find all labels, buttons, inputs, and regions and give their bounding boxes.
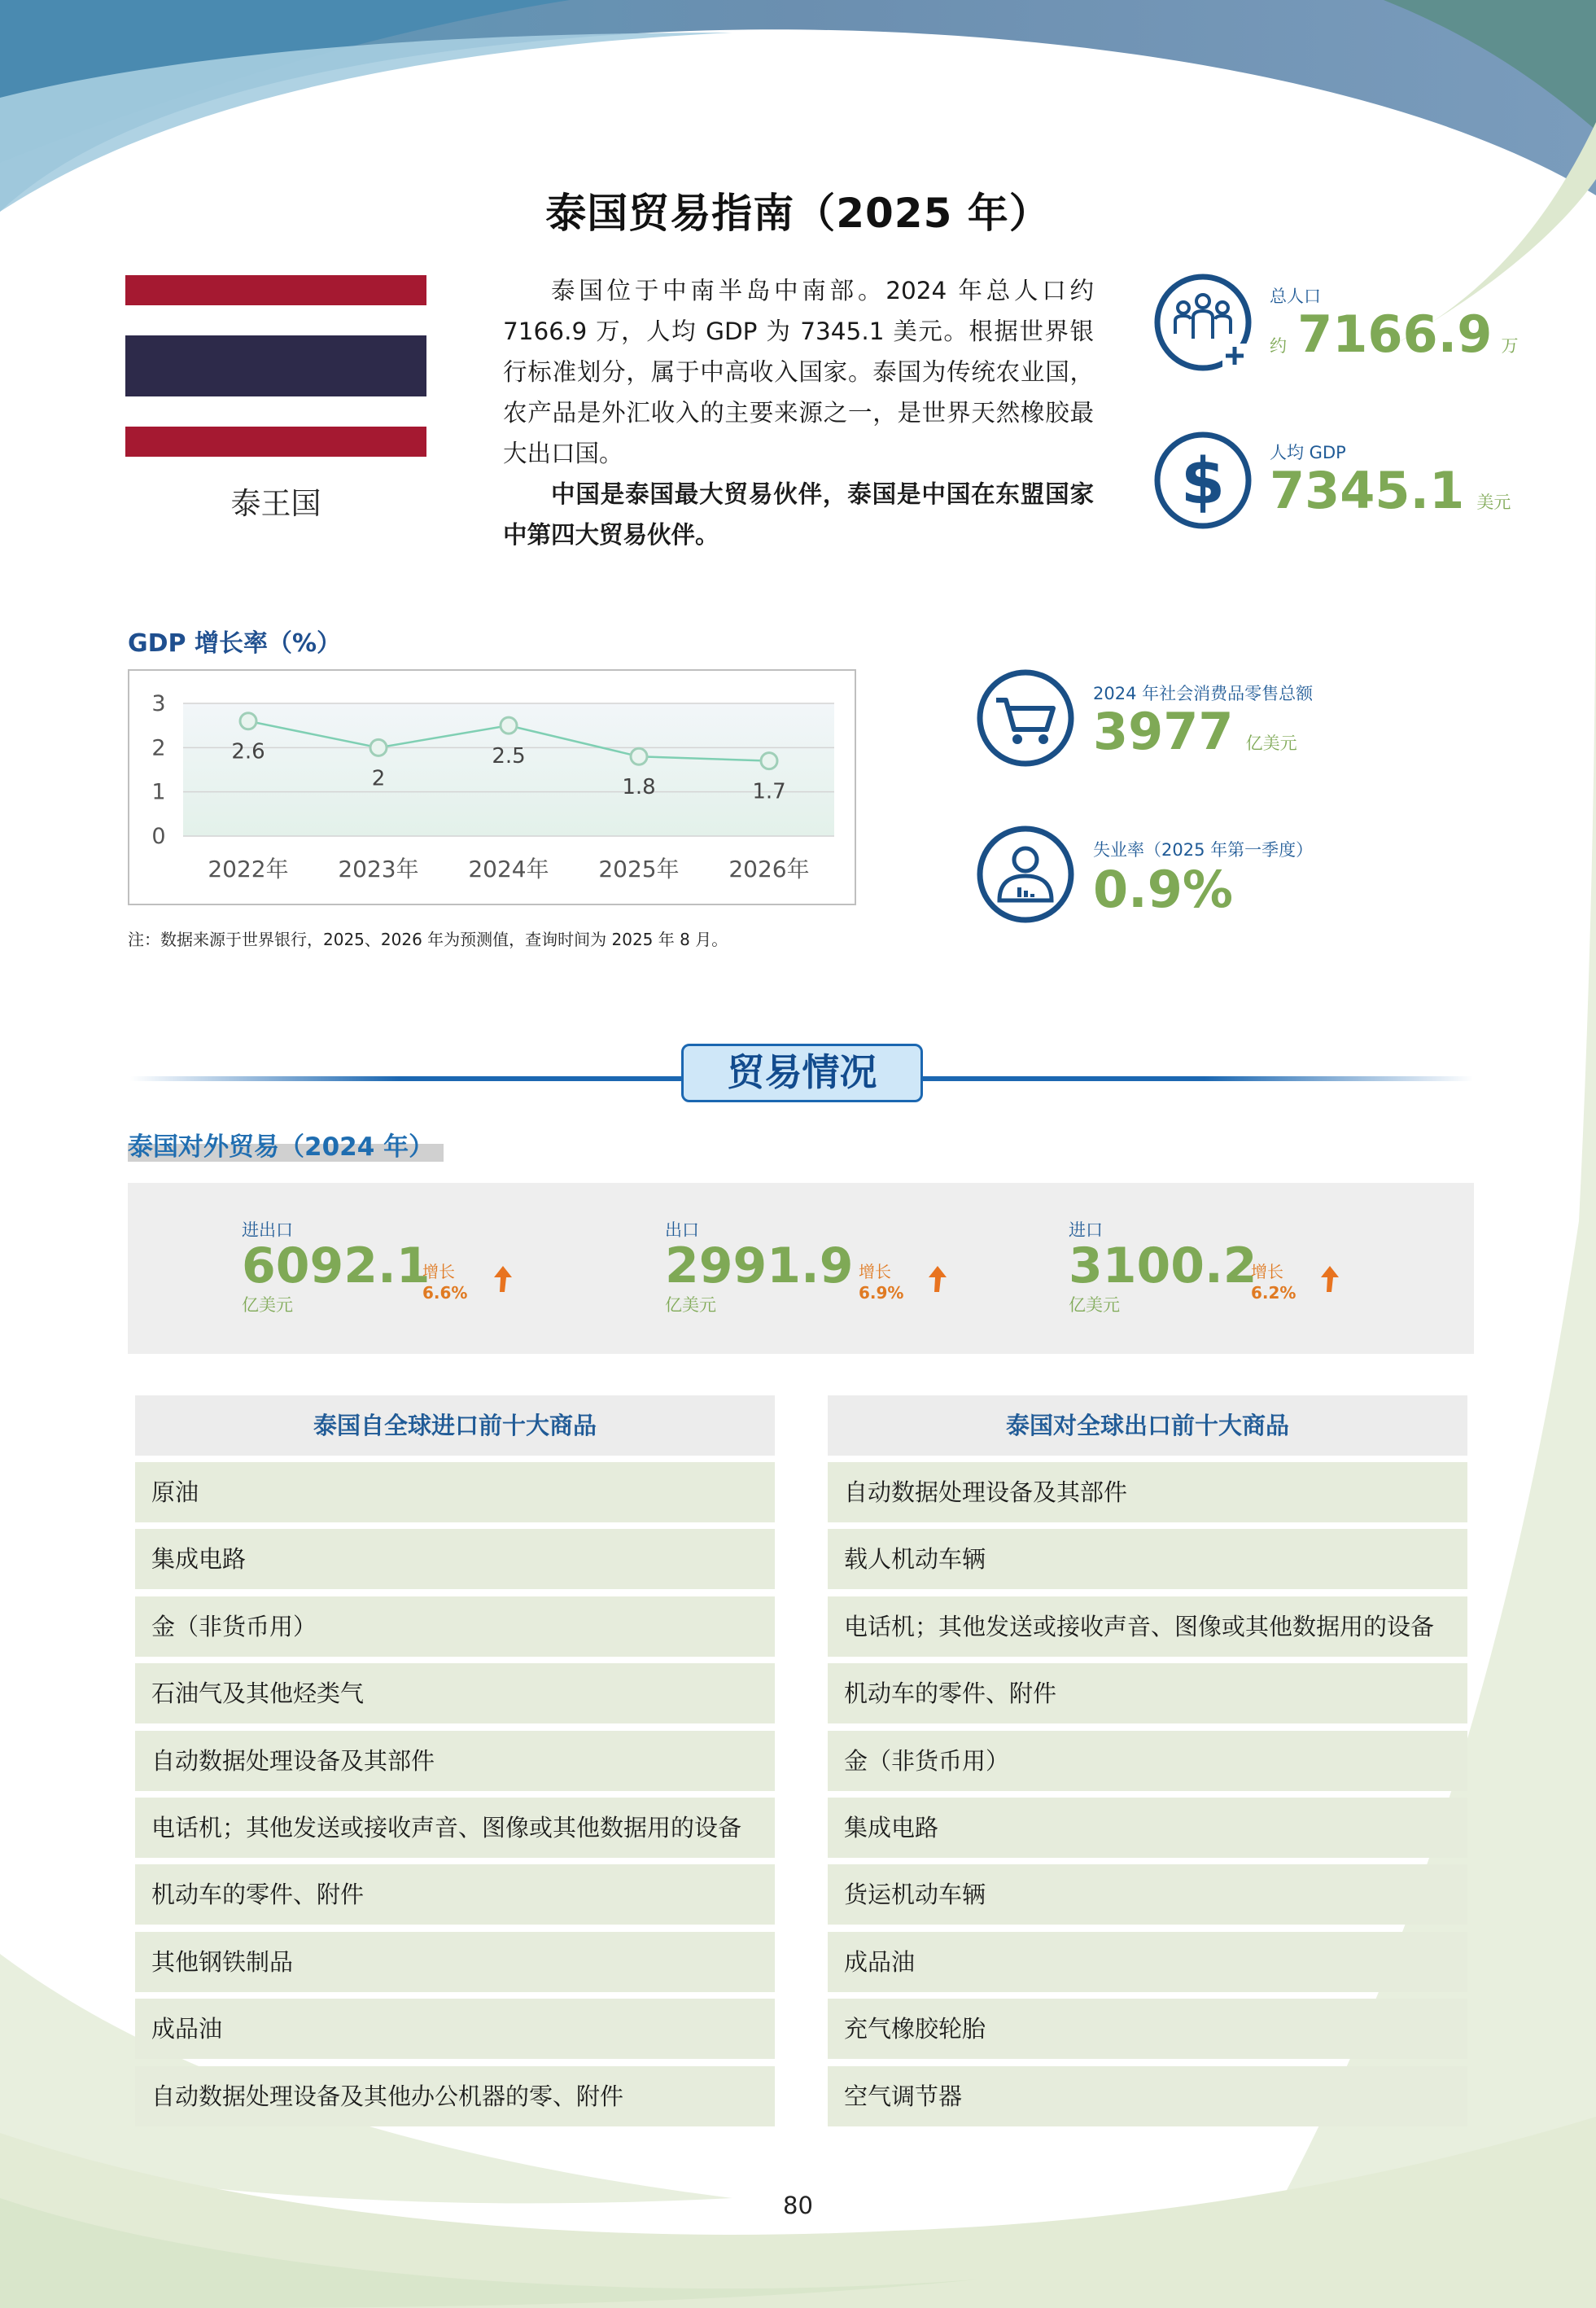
x-tick-label: 2024年 bbox=[468, 856, 549, 882]
retail-sales-unit: 亿美元 bbox=[1245, 734, 1297, 753]
section-banner: 贸易情况 bbox=[681, 1044, 923, 1102]
x-tick-label: 2025年 bbox=[598, 856, 680, 882]
data-point bbox=[631, 748, 647, 764]
table-row: 其他钢铁制品 bbox=[135, 1932, 775, 1992]
exports-unit: 亿美元 bbox=[665, 1295, 716, 1315]
cart-icon bbox=[975, 668, 1076, 769]
imports-table-header: 泰国自全球进口前十大商品 bbox=[135, 1395, 775, 1456]
gdp-per-capita-stat bbox=[1152, 430, 1253, 534]
table-row: 自动数据处理设备及其部件 bbox=[135, 1731, 775, 1791]
y-tick-label: 0 bbox=[151, 824, 166, 849]
gdp-per-capita-label: 人均 GDP bbox=[1270, 443, 1346, 462]
trade-total-unit: 亿美元 bbox=[242, 1295, 293, 1315]
trade-total-growth-value: 6.6% bbox=[422, 1283, 468, 1303]
table-row: 自动数据处理设备及其部件 bbox=[828, 1462, 1467, 1522]
population-value: 7166.9 bbox=[1297, 304, 1493, 364]
table-row: 金（非货币用） bbox=[828, 1731, 1467, 1791]
unemployment-label: 失业率（2025 年第一季度） bbox=[1093, 840, 1314, 860]
gdp-per-capita-value-group bbox=[1270, 461, 1511, 520]
retail-sales-value-group bbox=[1093, 702, 1297, 761]
data-label: 2.5 bbox=[492, 744, 526, 769]
trade-total-growth bbox=[422, 1261, 467, 1303]
exports-table-header: 泰国对全球出口前十大商品 bbox=[828, 1395, 1467, 1456]
data-label: 2 bbox=[371, 766, 386, 791]
x-tick-label: 2026年 bbox=[728, 856, 810, 882]
retail-sales-value: 3977 bbox=[1093, 702, 1234, 761]
data-label: 1.8 bbox=[622, 775, 656, 800]
people-icon bbox=[1152, 272, 1253, 373]
imports-value: 3100.2 bbox=[1069, 1237, 1257, 1294]
table-row: 石油气及其他烃类气 bbox=[135, 1663, 775, 1723]
page-title: 泰国贸易指南（2025 年） bbox=[545, 190, 1051, 237]
intro-paragraph: 泰国位于中南半岛中南部。2024 年总人口约 7166.9 万，人均 GDP 为 7345.1 美元。根据世界银行标准划分，属于中高收入国家。泰国为传统农业国，农产品是外汇收入的主要来源之一，是世界天然橡胶最大出口国。 bbox=[503, 277, 1094, 467]
exports-growth-value: 6.9% bbox=[859, 1283, 904, 1303]
data-label: 1.7 bbox=[752, 779, 786, 804]
x-tick-label: 2023年 bbox=[338, 856, 419, 882]
data-point bbox=[370, 739, 387, 755]
trade-total-growth-label: 增长 bbox=[422, 1262, 455, 1281]
imports-table bbox=[135, 1395, 775, 2133]
table-row: 集成电路 bbox=[828, 1798, 1467, 1858]
y-tick-label: 3 bbox=[151, 691, 166, 716]
dollar-icon bbox=[1152, 430, 1253, 531]
x-tick-label: 2022年 bbox=[208, 856, 289, 882]
table-row: 集成电路 bbox=[135, 1529, 775, 1589]
imports-unit: 亿美元 bbox=[1069, 1295, 1120, 1315]
intro-highlight: 中国是泰国最大贸易伙伴，泰国是中国在东盟国家中第四大贸易伙伴。 bbox=[503, 480, 1094, 549]
table-row: 金（非货币用） bbox=[135, 1596, 775, 1657]
table-row: 自动数据处理设备及其他办公机器的零、附件 bbox=[135, 2066, 775, 2126]
population-value-group bbox=[1270, 304, 1519, 364]
population-label: 总人口 bbox=[1270, 287, 1321, 306]
table-row: 成品油 bbox=[135, 1999, 775, 2059]
retail-sales-label: 2024 年社会消费品零售总额 bbox=[1093, 684, 1314, 703]
trade-summary-box bbox=[128, 1183, 1474, 1354]
table-row: 货运机动车辆 bbox=[828, 1864, 1467, 1925]
population-unit: 万 bbox=[1501, 336, 1519, 356]
gdp-per-capita-unit: 美元 bbox=[1476, 493, 1511, 512]
gdp-chart-title: GDP 增长率（%） bbox=[128, 629, 342, 658]
table-row: 电话机；其他发送或接收声音、图像或其他数据用的设备 bbox=[828, 1596, 1467, 1657]
trade-subtitle: 泰国对外贸易（2024 年） bbox=[128, 1132, 435, 1162]
svg-text:$: $ bbox=[1180, 445, 1226, 519]
table-row: 机动车的零件、附件 bbox=[828, 1663, 1467, 1723]
imports-growth-label: 增长 bbox=[1251, 1262, 1283, 1281]
imports-growth-value: 6.2% bbox=[1251, 1283, 1296, 1303]
data-point bbox=[761, 753, 777, 769]
worker-icon bbox=[975, 824, 1076, 925]
table-row: 载人机动车辆 bbox=[828, 1529, 1467, 1589]
exports-growth bbox=[859, 1261, 903, 1303]
y-tick-label: 2 bbox=[151, 735, 166, 761]
data-point bbox=[501, 717, 517, 734]
population-prefix: 约 bbox=[1270, 336, 1287, 356]
unemployment-stat bbox=[975, 824, 1076, 928]
imports-label: 进口 bbox=[1069, 1220, 1103, 1240]
trade-total-value: 6092.1 bbox=[242, 1237, 431, 1294]
gdp-per-capita-value: 7345.1 bbox=[1270, 461, 1465, 520]
exports-value: 2991.9 bbox=[665, 1237, 854, 1294]
unemployment-value: 0.9% bbox=[1093, 860, 1233, 919]
up-arrow-icon bbox=[927, 1264, 948, 1294]
exports-label: 出口 bbox=[665, 1220, 699, 1240]
table-row: 电话机；其他发送或接收声音、图像或其他数据用的设备 bbox=[135, 1798, 775, 1858]
up-arrow-icon bbox=[492, 1264, 514, 1294]
trade-total-label: 进出口 bbox=[242, 1220, 293, 1240]
population-stat bbox=[1152, 272, 1253, 376]
table-row: 成品油 bbox=[828, 1932, 1467, 1992]
table-row: 空气调节器 bbox=[828, 2066, 1467, 2126]
exports-table bbox=[828, 1395, 1467, 2133]
retail-sales-stat bbox=[975, 668, 1076, 772]
exports-growth-label: 增长 bbox=[859, 1262, 891, 1281]
intro-text bbox=[503, 270, 1094, 555]
data-label: 2.6 bbox=[231, 739, 265, 764]
imports-growth bbox=[1251, 1261, 1296, 1303]
gdp-line-chart bbox=[129, 671, 855, 904]
gdp-chart-container bbox=[128, 669, 856, 905]
country-name: 泰王国 bbox=[230, 486, 321, 521]
up-arrow-icon bbox=[1319, 1264, 1340, 1294]
table-row: 充气橡胶轮胎 bbox=[828, 1999, 1467, 2059]
data-note: 注：数据来源于世界银行，2025、2026 年为预测值，查询时间为 2025 年 8 月。 bbox=[128, 930, 728, 949]
page-number: 80 bbox=[783, 2192, 813, 2219]
table-row: 机动车的零件、附件 bbox=[135, 1864, 775, 1925]
data-point bbox=[240, 713, 256, 729]
thailand-flag bbox=[125, 275, 426, 457]
table-row: 原油 bbox=[135, 1462, 775, 1522]
y-tick-label: 1 bbox=[151, 779, 166, 805]
